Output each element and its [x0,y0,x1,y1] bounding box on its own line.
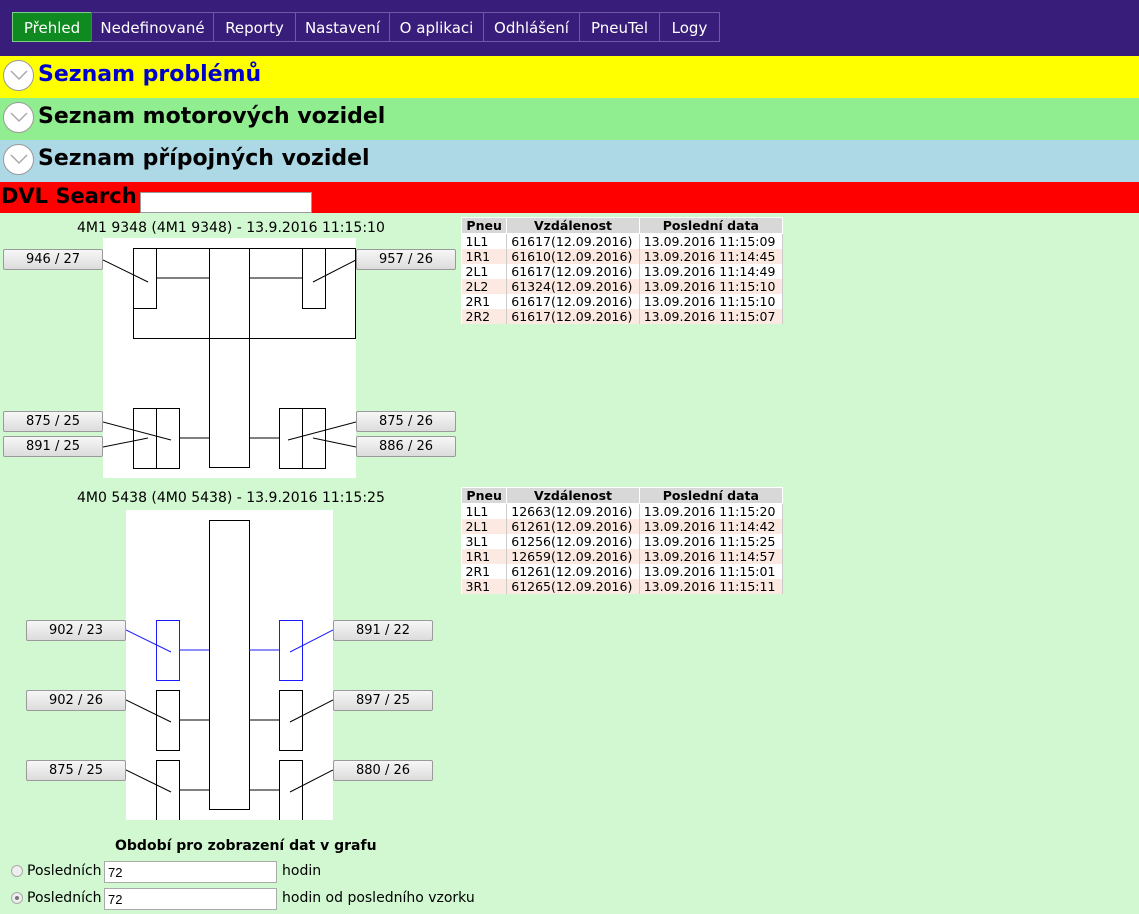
table-cell: 61324(12.09.2016) [507,279,639,294]
vehicle-1-diagram [103,238,356,478]
table-cell: 61617(12.09.2016) [507,264,639,279]
tire-button-front-right[interactable]: 957 / 26 [356,249,456,270]
tire-button-axle3-left[interactable]: 875 / 25 [26,760,126,781]
table-cell: 13.09.2016 11:15:09 [639,234,782,250]
tire-button-rear-right-inner[interactable]: 886 / 26 [356,436,456,457]
column-header[interactable]: Poslední data [639,218,782,234]
nav-prehled[interactable]: Přehled [12,12,92,42]
chevron-down-icon[interactable] [3,102,34,133]
section-trailers-title: Seznam přípojných vozidel [38,146,370,171]
section-problems-title: Seznam problémů [38,62,262,87]
column-header[interactable]: Pneu [462,218,507,234]
period-option2-suffix: hodin od posledního vzorku [282,890,475,906]
vehicle-2-title: 4M0 5438 (4M0 5438) - 13.9.2016 11:15:25 [77,490,385,506]
table-cell: 13.09.2016 11:15:25 [639,534,782,549]
nav-reporty[interactable]: Reporty [213,12,296,42]
table-cell: 13.09.2016 11:15:11 [639,579,782,594]
column-header[interactable]: Poslední data [639,488,782,504]
section-problems[interactable] [0,56,1139,98]
dvl-search-input[interactable] [140,192,312,213]
period-option1-hours-input[interactable] [104,861,277,883]
table-cell: 13.09.2016 11:15:07 [639,309,782,324]
column-header[interactable]: Vzdálenost [507,488,639,504]
table-cell: 12663(12.09.2016) [507,504,639,520]
table-cell: 1R1 [462,249,507,264]
table-cell: 61261(12.09.2016) [507,519,639,534]
nav-odhlaseni[interactable]: Odhlášení [483,12,580,42]
table-row[interactable] [462,534,783,549]
table-cell: 61256(12.09.2016) [507,534,639,549]
tire-button-rear-right-outer[interactable]: 875 / 26 [356,411,456,432]
period-option2-label: Posledních [27,890,102,906]
tire-button-rear-left-inner[interactable]: 891 / 25 [3,436,103,457]
table-row[interactable] [462,519,783,534]
period-radio-last-sample[interactable] [11,892,23,904]
section-trailers[interactable] [0,140,1139,182]
table-cell: 12659(12.09.2016) [507,549,639,564]
tire-button-axle2-left[interactable]: 902 / 26 [26,690,126,711]
nav-pneutel[interactable]: PneuTel [579,12,660,42]
table-cell: 2R1 [462,294,507,309]
table-row[interactable] [462,549,783,564]
table-cell: 2L1 [462,264,507,279]
vehicle-2-diagram [126,510,333,820]
table-cell: 13.09.2016 11:14:42 [639,519,782,534]
table-cell: 13.09.2016 11:14:57 [639,549,782,564]
section-motor-title: Seznam motorových vozidel [38,104,386,129]
table-cell: 61261(12.09.2016) [507,564,639,579]
tire-button-axle1-left[interactable]: 902 / 23 [26,620,126,641]
nav-nastaveni[interactable]: Nastavení [295,12,390,42]
table-row[interactable] [462,279,783,294]
table-cell: 61617(12.09.2016) [507,309,639,324]
table-cell: 61617(12.09.2016) [507,234,639,250]
period-option2-hours-input[interactable] [104,888,277,910]
vehicle-2-tire-table [461,487,783,594]
table-cell: 2R2 [462,309,507,324]
table-cell: 61617(12.09.2016) [507,294,639,309]
table-cell: 13.09.2016 11:15:10 [639,279,782,294]
table-cell: 13.09.2016 11:14:45 [639,249,782,264]
table-row[interactable] [462,579,783,594]
period-radio-last-hours[interactable] [11,865,23,877]
tire-button-axle1-right[interactable]: 891 / 22 [333,620,433,641]
table-cell: 1L1 [462,234,507,250]
table-cell: 1R1 [462,549,507,564]
table-cell: 3L1 [462,534,507,549]
section-motor-vehicles[interactable] [0,98,1139,140]
nav-logy[interactable]: Logy [659,12,720,42]
table-row[interactable] [462,264,783,279]
period-title: Období pro zobrazení dat v grafu [115,838,377,854]
column-header[interactable]: Pneu [462,488,507,504]
tire-button-axle3-right[interactable]: 880 / 26 [333,760,433,781]
table-cell: 2R1 [462,564,507,579]
period-option1-suffix: hodin [282,863,322,879]
vehicle-1-tire-table [461,217,783,324]
column-header[interactable]: Vzdálenost [507,218,639,234]
table-cell: 13.09.2016 11:15:01 [639,564,782,579]
table-row[interactable] [462,564,783,579]
nav-nedefinovane[interactable]: Nedefinované [91,12,214,42]
table-cell: 61265(12.09.2016) [507,579,639,594]
table-cell: 61610(12.09.2016) [507,249,639,264]
tire-button-front-left[interactable]: 946 / 27 [3,249,103,270]
dvl-search-bar [0,182,1139,213]
table-cell: 13.09.2016 11:15:10 [639,294,782,309]
table-row[interactable] [462,309,783,324]
table-cell: 2L1 [462,519,507,534]
table-cell: 3R1 [462,579,507,594]
table-row[interactable] [462,249,783,264]
top-navigation [0,0,1139,56]
chevron-down-icon[interactable] [3,60,34,91]
dvl-search-label: DVL Search [1,184,137,208]
period-option1-label: Posledních [27,863,102,879]
nav-o-aplikaci[interactable]: O aplikaci [389,12,484,42]
table-cell: 13.09.2016 11:14:49 [639,264,782,279]
tire-button-axle2-right[interactable]: 897 / 25 [333,690,433,711]
table-row[interactable] [462,294,783,309]
chevron-down-icon[interactable] [3,144,34,175]
table-cell: 1L1 [462,504,507,520]
vehicle-1-title: 4M1 9348 (4M1 9348) - 13.9.2016 11:15:10 [77,220,385,236]
table-cell: 2L2 [462,279,507,294]
table-row[interactable] [462,234,783,250]
tire-button-rear-left-outer[interactable]: 875 / 25 [3,411,103,432]
table-row[interactable] [462,504,783,520]
table-cell: 13.09.2016 11:15:20 [639,504,782,520]
